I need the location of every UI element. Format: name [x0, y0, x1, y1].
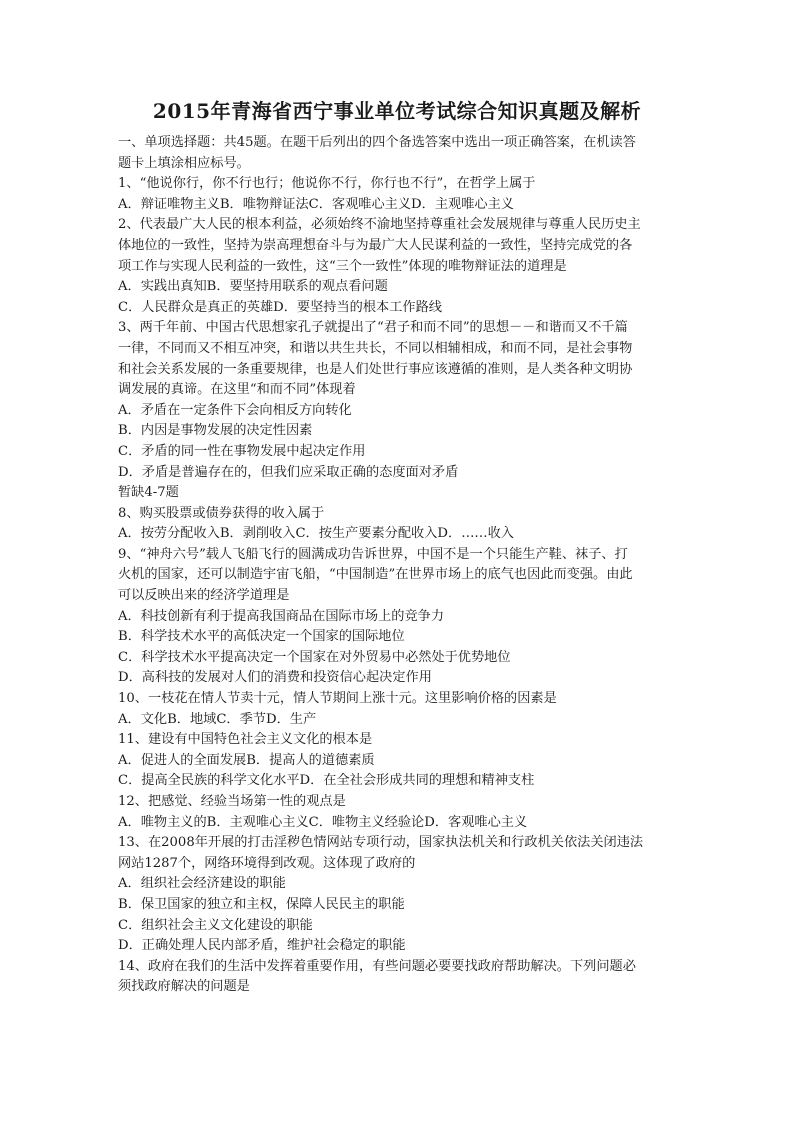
- text-line: D．正确处理人民内部矛盾，维护社会稳定的职能: [118, 938, 406, 954]
- text-line: 1、“他说你行，你不行也行；他说你不行，你行也不行”，在哲学上属于: [118, 176, 536, 192]
- text-line: C．人民群众是真正的英雄D．要坚持当的根本工作路线: [118, 299, 442, 315]
- text-line: C．科学技术水平提高决定一个国家在对外贸易中必然处于优势地位: [118, 649, 511, 665]
- text-line: 项工作与实现人民利益的一致性，这“三个一致性”体现的唯物辩证法的道理是: [118, 258, 567, 274]
- text-line: 13、在2008年开展的打击淫秽色情网站专项行动，国家执法机关和行政机关依法关闭违法: [118, 835, 644, 851]
- text-line: A．实践出真知B．要坚持用联系的观点看问题: [118, 279, 388, 295]
- text-line: 一、单项选择题：共45题。在题干后列出的四个备选答案中选出一项正确答案，在机读答: [118, 135, 636, 150]
- text-line: 体地位的一致性，坚持为崇高理想奋斗与为最广大人民谋利益的一致性，坚持完成党的各: [118, 237, 633, 253]
- text-line: C．提高全民族的科学文化水平D．在全社会形成共同的理想和精神支柱: [118, 773, 535, 789]
- text-line: 9、“神舟六号”载人飞船飞行的圆满成功告诉世界，中国不是一个只能生产鞋、袜子、打: [118, 546, 628, 562]
- text-line: 8、购买股票或债券获得的收入属于: [118, 505, 325, 521]
- text-line: A．辩证唯物主义B．唯物辩证法C．客观唯心主义D．主观唯心主义: [118, 196, 514, 212]
- text-line: B．科学技术水平的高低决定一个国家的国际地位: [118, 629, 405, 645]
- text-line: A．组织社会经济建设的职能: [118, 876, 286, 892]
- text-line: 2、代表最广大人民的根本利益，必须始终不渝地坚持尊重社会发展规律与尊重人民历史主: [118, 217, 641, 233]
- text-line: A．文化B．地域C．季节D．生产: [118, 711, 317, 727]
- text-line: C．矛盾的同一性在事物发展中起决定作用: [118, 443, 366, 459]
- text-line: A．促进人的全面发展B．提高人的道德素质: [118, 752, 375, 768]
- text-line: 12、把感觉、经验当场第一性的观点是: [118, 794, 346, 809]
- text-line: 11、建设有中国特色社会主义文化的根本是: [118, 732, 373, 748]
- text-line: 题卡上填涂相应标号。: [118, 155, 250, 171]
- text-line: 暂缺4-7题: [118, 485, 179, 501]
- text-line: 3、两千年前、中国古代思想家孔子就提出了“君子和而不同”的思想－－和谐而又不千篇: [118, 320, 628, 336]
- text-line: 可以反映出来的经济学道理是: [118, 588, 290, 604]
- text-line: B．保卫国家的独立和主权，保障人民民主的职能: [118, 896, 405, 912]
- text-line: D．高科技的发展对人们的消费和投资信心起决定作用: [118, 670, 432, 686]
- text-line: D．矛盾是普遍存在的，但我们应采取正确的态度面对矛盾: [118, 464, 459, 480]
- text-line: C．组织社会主义文化建设的职能: [118, 917, 313, 933]
- text-line: 14、政府在我们的生活中发挥着重要作用，有些问题必要要找政府帮助解决。下列问题必: [118, 958, 636, 974]
- text-line: 调发展的真谛。在这里“和而不同”体现着: [118, 382, 356, 398]
- text-line: 网站1287个，网络环境得到改观。这体现了政府的: [118, 855, 416, 871]
- text-line: 须找政府解决的问题是: [118, 979, 250, 995]
- text-line: A．按劳分配收入B．剥削收入C．按生产要素分配收入D．……收入: [118, 526, 514, 542]
- text-line: 10、一枝花在情人节卖十元，情人节期间上涨十元。这里影响价格的因素是: [118, 691, 557, 707]
- text-line: A．科技创新有利于提高我国商品在国际市场上的竞争力: [118, 608, 445, 624]
- text-line: 一律，不同而又不相互冲突，和谐以共生共长，不同以相辅相成，和而不同，是社会事物: [118, 340, 633, 356]
- text-line: 火机的国家，还可以制造宇宙飞船，“中国制造”在世界市场上的底气也因此而变强。由此: [118, 567, 633, 583]
- document-body: [118, 133, 680, 998]
- text-line: A．矛盾在一定条件下会向相反方向转化: [118, 402, 352, 418]
- text-line: A．唯物主义的B．主观唯心主义C．唯物主义经验论D．客观唯心主义: [118, 814, 528, 830]
- text-line: B．内因是事物发展的决定性因素: [118, 423, 313, 439]
- text-line: 和社会关系发展的一条重要规律，也是人们处世行事应该遵循的准则，是人类各种文明协: [118, 361, 633, 377]
- page-title: 2015年青海省西宁事业单位考试综合知识真题及解析: [152, 99, 642, 123]
